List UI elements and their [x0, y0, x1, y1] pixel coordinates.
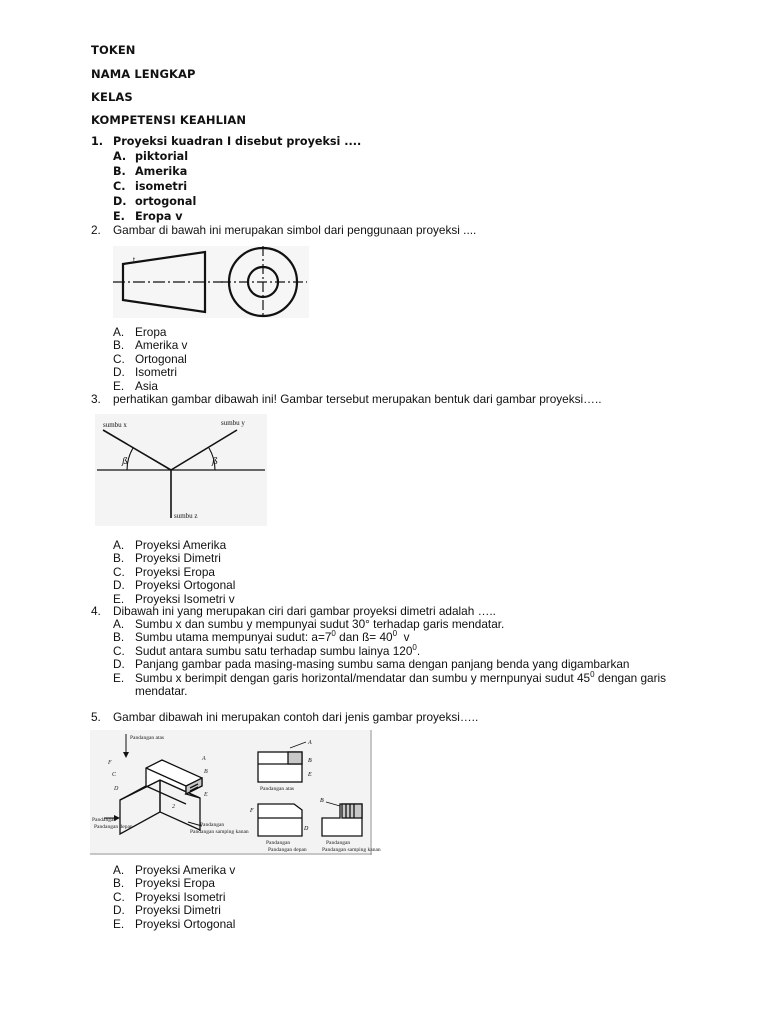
question-text: Proyeksi kuadran I disebut proyeksi .... — [113, 135, 362, 148]
orthographic-views-figure — [90, 730, 381, 855]
svg-text:C: C — [112, 772, 117, 778]
option-text: Proyeksi Isometri — [135, 889, 226, 904]
question-4-options — [113, 618, 693, 698]
option-letter: E. — [113, 670, 125, 685]
svg-text:A: A — [202, 756, 206, 762]
option — [113, 326, 693, 339]
option-text: isometri — [135, 180, 188, 193]
question-text: Gambar dibawah ini merupakan contoh dari jenis gambar proyeksi….. — [113, 710, 479, 724]
top-view — [258, 752, 302, 782]
option-letter: C. — [113, 564, 125, 579]
option-text: Proyeksi Ortogonal — [135, 916, 236, 931]
svg-text:B: B — [204, 769, 208, 775]
option — [113, 631, 693, 644]
option-text: Ortogonal — [135, 351, 187, 366]
option-text: Panjang gambar pada masing-masing sumbu sama dengan panjang benda yang digambarkan — [135, 657, 630, 672]
option-letter: B. — [113, 630, 125, 645]
svg-text:B: B — [308, 758, 312, 764]
label-pandangan-depan-left: Pandangan depan — [94, 824, 133, 830]
label-sumbu-x: sumbu x — [103, 421, 127, 429]
header-kompetensi: KOMPETENSI KEAHLIAN — [91, 113, 247, 127]
option-text: Amerika — [135, 165, 188, 178]
svg-text:t: t — [133, 257, 135, 264]
option-letter: D. — [113, 365, 125, 380]
label-sumbu-z: sumbu z — [174, 512, 198, 520]
question-text: Gambar di bawah ini merupakan simbol dari penggunaan proyeksi .... — [113, 223, 477, 237]
question-3-options — [113, 539, 693, 606]
option — [113, 566, 693, 579]
svg-text:F: F — [250, 808, 254, 814]
option-text: Proyeksi Amerika v — [135, 863, 236, 877]
option-letter: C. — [113, 643, 125, 658]
option-text: Proyeksi Isometri v — [135, 591, 235, 606]
label-pandangan-samping-left: Pandangan samping kanan — [190, 829, 249, 835]
option-text: Sumbu x dan sumbu y mempunyai sudut 30° terhadap garis mendatar. — [135, 617, 505, 631]
option — [113, 179, 693, 194]
svg-text:Pandangan: Pandangan — [200, 822, 225, 828]
svg-text:A: A — [308, 740, 312, 746]
option — [113, 904, 693, 917]
option — [113, 552, 693, 565]
option-text — [135, 642, 693, 658]
option-text-part: Sudut antara sumbu satu terhadap sumbu lainya 120 — [135, 643, 413, 658]
header-nama-lengkap: NAMA LENGKAP — [91, 67, 196, 81]
option-text: Proyeksi Amerika — [135, 538, 227, 552]
svg-text:E: E — [204, 792, 208, 798]
degree-superscript: 0 — [392, 629, 398, 639]
option — [113, 891, 693, 904]
label-pandangan-atas-right: Pandangan atas — [260, 786, 295, 792]
label-sumbu-y: sumbu y — [221, 419, 245, 427]
question-number: 5. — [91, 710, 101, 724]
isometric-axes-figure — [95, 414, 267, 526]
svg-text:E: E — [308, 772, 312, 778]
svg-text:2: 2 — [172, 804, 175, 810]
option — [113, 877, 693, 890]
question-number: 3. — [91, 392, 101, 406]
svg-text:Pandangan: Pandangan — [266, 840, 291, 846]
question-2-options — [113, 326, 693, 393]
option-letter: E. — [113, 378, 125, 393]
option-text-part: . — [416, 643, 421, 658]
option-text: Proyeksi Dimetri — [135, 903, 221, 918]
option-letter: C. — [113, 180, 126, 193]
option-text: Proyeksi Dimetri — [135, 551, 221, 566]
question-1-options — [113, 149, 693, 224]
svg-text:B: B — [320, 798, 324, 804]
option — [113, 669, 693, 699]
option — [113, 658, 693, 671]
svg-text:Pandangan: Pandangan — [326, 840, 351, 846]
option-text: Asia — [135, 378, 158, 393]
option-letter: D. — [113, 657, 125, 672]
option — [113, 164, 693, 179]
label-pandangan-atas-left: Pandangan atas — [130, 735, 165, 741]
svg-text:D: D — [114, 786, 119, 792]
option — [113, 339, 693, 352]
svg-text:ß: ß — [122, 457, 129, 467]
header-kelas: KELAS — [91, 90, 133, 104]
option-text-part: v — [397, 630, 410, 645]
option-letter: B. — [113, 338, 125, 353]
option-text: Eropa v — [135, 210, 183, 223]
svg-text:F: F — [108, 760, 112, 766]
front-view — [258, 804, 302, 836]
option — [113, 539, 693, 552]
question-number: 2. — [91, 223, 101, 237]
option — [113, 194, 693, 209]
option — [113, 918, 693, 931]
option-text: ortogonal — [135, 195, 197, 208]
option — [113, 353, 693, 366]
option — [113, 579, 693, 592]
option-text: Isometri — [135, 365, 177, 380]
option-letter: A. — [113, 325, 125, 339]
option — [113, 642, 693, 658]
option-text: Proyeksi Eropa — [135, 876, 215, 891]
option-letter: D. — [113, 903, 125, 918]
option-text-part: Sumbu utama mempunyai sudut: a=7 — [135, 630, 332, 645]
question-text: perhatikan gambar dibawah ini! Gambar tersebut merupakan bentuk dari gambar proyeksi….. — [113, 392, 602, 406]
svg-text:ß: ß — [212, 457, 219, 467]
option-letter: A. — [113, 538, 125, 552]
question-number: 4. — [91, 604, 101, 618]
option-letter: C. — [113, 351, 125, 366]
question-5-options — [113, 864, 693, 931]
option-text: Proyeksi Ortogonal — [135, 578, 236, 593]
degree-superscript: 0 — [331, 629, 336, 639]
header-token: TOKEN — [91, 43, 136, 57]
option-letter: B. — [113, 165, 126, 178]
option-text: Proyeksi Eropa — [135, 564, 215, 579]
option-text: piktorial — [135, 150, 189, 163]
projection-symbol-figure — [113, 246, 309, 318]
option-text: Eropa — [135, 325, 167, 339]
option-text — [135, 669, 675, 699]
label-pandangan-depan-right: Pandangan depan — [268, 847, 307, 853]
option-letter: D. — [113, 578, 125, 593]
option-text-part: dan ß= 40 — [335, 630, 393, 645]
option-letter: E. — [113, 591, 125, 606]
label-pandangan-samping-right: Pandangan samping kanan — [322, 847, 381, 853]
option-text-part: Sumbu x berimpit dengan garis horizontal/mendatar dan sumbu y mernpunyai sudut 45 — [135, 670, 591, 685]
option — [113, 149, 693, 164]
degree-superscript: 0 — [590, 669, 595, 679]
svg-text:D: D — [304, 826, 309, 832]
option-letter: A. — [113, 617, 125, 631]
degree-superscript: 0 — [412, 642, 417, 652]
option-letter: C. — [113, 889, 125, 904]
svg-text:Pandangan: Pandangan — [92, 817, 117, 823]
option-letter: A. — [113, 863, 125, 877]
option — [113, 864, 693, 877]
question-number: 1. — [91, 135, 104, 148]
option-letter: A. — [113, 150, 127, 163]
option — [113, 366, 693, 379]
option-letter: D. — [113, 195, 127, 208]
option-text-part: dengan garis mendatar. — [135, 670, 667, 699]
question-text: Dibawah ini yang merupakan ciri dari gambar proyeksi dimetri adalah ….. — [113, 604, 496, 618]
option-letter: B. — [113, 876, 125, 891]
option-letter: E. — [113, 916, 125, 931]
option-letter: B. — [113, 551, 125, 566]
option-letter: E. — [113, 210, 125, 223]
option — [113, 209, 693, 224]
option-text: Amerika v — [135, 338, 188, 353]
